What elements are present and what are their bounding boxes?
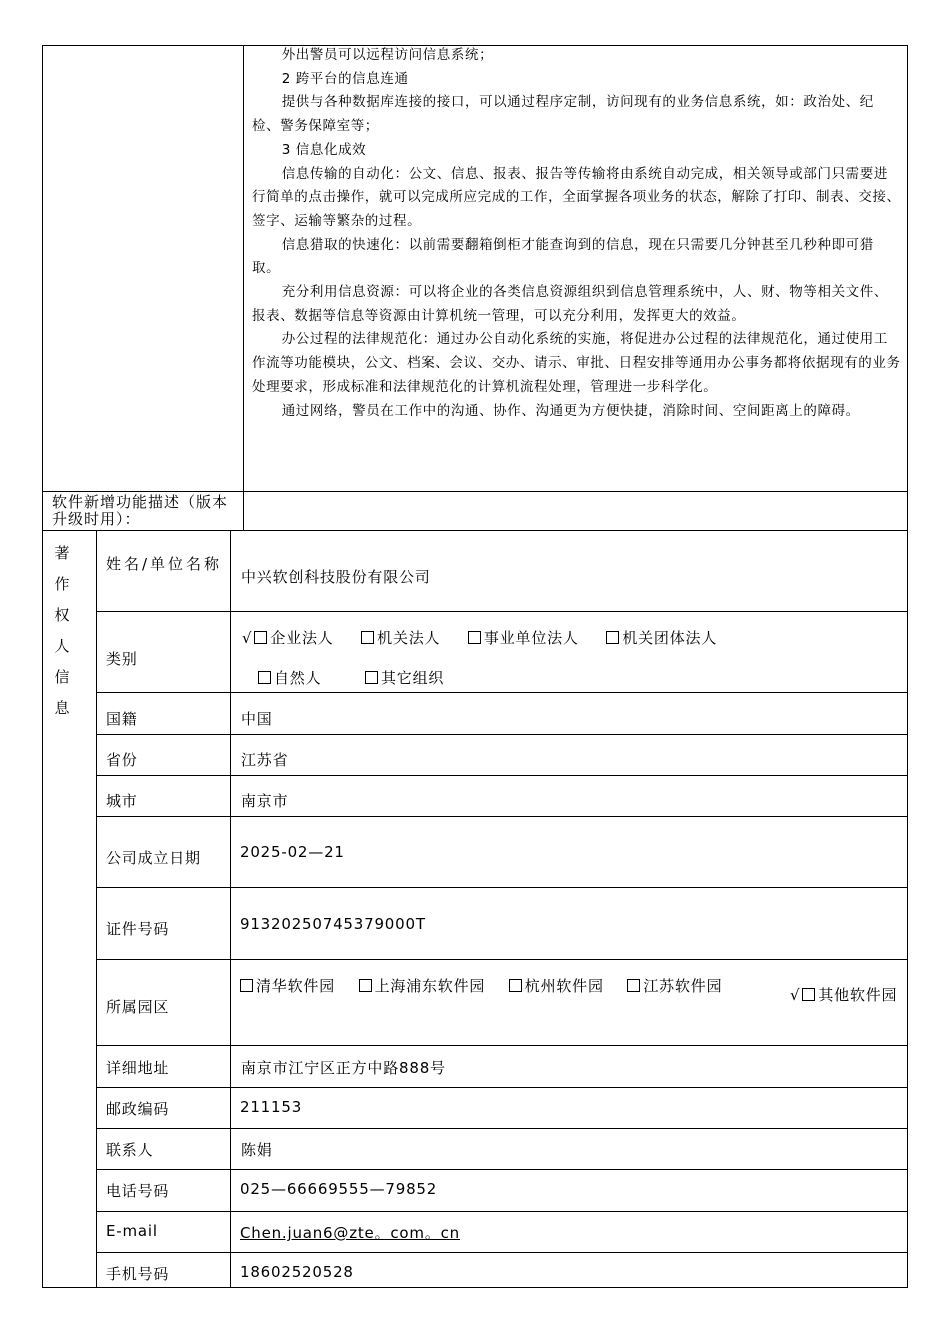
- category-option-government[interactable]: 机关法人: [361, 627, 440, 648]
- cert-number-label: 证件号码: [106, 920, 170, 938]
- desc-heading: 2 跨平台的信息连通: [281, 70, 409, 87]
- checkbox-icon: [509, 979, 522, 992]
- checkbox-icon: [802, 988, 815, 1001]
- contact-value: 陈娟: [241, 1141, 273, 1159]
- desc-heading: 3 信息化成效: [281, 141, 367, 158]
- province-value: 江苏省: [241, 751, 289, 769]
- new-features-label: 软件新增功能描述（版本升级时用）：: [52, 493, 229, 528]
- email-link[interactable]: Chen.juan6@zte。com。cn: [240, 1224, 460, 1242]
- park-option-tsinghua[interactable]: 清华软件园: [240, 975, 335, 996]
- desc-paragraph: 信息猎取的快速化：以前需要翻箱倒柜才能查询到的信息，现在只需要几分钟甚至几秒种即可猎取。: [252, 236, 874, 277]
- checkbox-icon: [359, 979, 372, 992]
- address-label: 详细地址: [106, 1059, 170, 1077]
- park-option-hangzhou[interactable]: 杭州软件园: [509, 975, 604, 996]
- city-label: 城市: [106, 792, 138, 810]
- postcode-label: 邮政编码: [106, 1100, 170, 1118]
- nationality-label: 国籍: [106, 710, 138, 728]
- park-options: [240, 975, 738, 996]
- park-label: 所属园区: [106, 998, 170, 1016]
- nationality-value: 中国: [241, 710, 273, 728]
- email-label: E-mail: [106, 1222, 158, 1240]
- postcode-value: 211153: [240, 1098, 303, 1116]
- desc-paragraph: 办公过程的法律规范化：通过办公自动化系统的实施，将促进办公过程的法律规范化，通过使用工作流等功能模块，公文、档案、会议、交办、请示、审批、日程安排等通用办公事务都将依据现有的业务处理要求，形成标准和法律规范化的计算机流程处理，管理进一步科学化。: [252, 331, 901, 395]
- phone-label: 电话号码: [106, 1182, 170, 1200]
- mobile-label: 手机号码: [106, 1265, 170, 1283]
- checkbox-icon: [606, 631, 619, 644]
- checkbox-icon: [365, 671, 378, 684]
- category-label: 类别: [106, 650, 138, 668]
- check-mark-icon: √: [242, 629, 253, 647]
- checkbox-icon: [258, 671, 271, 684]
- new-features-value: [252, 496, 902, 526]
- founded-date-value: 2025-02—21: [240, 843, 345, 861]
- cert-number-value: 91320250745379000T: [240, 915, 426, 933]
- category-option-natural-person[interactable]: 自然人: [258, 667, 321, 688]
- founded-date-label: 公司成立日期: [106, 849, 201, 867]
- category-options-line2: [258, 667, 466, 688]
- check-mark-icon: √: [790, 986, 801, 1004]
- checkbox-icon: [627, 979, 640, 992]
- function-description: [252, 44, 902, 423]
- desc-paragraph: 提供与各种数据库连接的接口，可以通过程序定制，访问现有的业务信息系统，如：政治处、纪检、警务保障室等；: [252, 94, 874, 135]
- park-option-shanghai-pudong[interactable]: 上海浦东软件园: [359, 975, 486, 996]
- desc-paragraph: 外出警员可以远程访问信息系统；: [281, 47, 494, 63]
- checkbox-icon: [468, 631, 481, 644]
- desc-paragraph: 充分利用信息资源：可以将企业的各类信息资源组织到信息管理系统中，人、财、物等相关文件、报表、数据等信息等资源由计算机统一管理，可以充分利用，发挥更大的效益。: [252, 284, 888, 324]
- desc-paragraph: 通过网络，警员在工作中的沟通、协作、沟通更为方便快捷，消除时间、空间距离上的障碍。: [281, 402, 860, 419]
- desc-paragraph: 信息传输的自动化：公文、信息、报表、报告等传输将由系统自动完成，相关领导或部门只需要进行简单的点击操作，就可以完成所应完成的工作，全面掌握各项业务的状态，解除了打印、制表、交接、签字、运输等繁杂的过程。: [252, 165, 901, 229]
- mobile-value: 18602520528: [240, 1263, 354, 1281]
- checkbox-icon: [361, 631, 374, 644]
- park-option-other[interactable]: √ 其他软件园: [790, 975, 902, 1015]
- category-option-other-org[interactable]: 其它组织: [365, 667, 444, 688]
- phone-value: 025—66669555—79852: [240, 1180, 438, 1198]
- category-options-line1: [242, 627, 739, 648]
- park-option-jiangsu[interactable]: 江苏软件园: [627, 975, 722, 996]
- owner-section-label: 著 作 权 人 信 息: [54, 544, 70, 717]
- contact-label: 联系人: [106, 1141, 154, 1159]
- category-option-institution[interactable]: 事业单位法人: [468, 627, 579, 648]
- category-option-social-group[interactable]: 机关团体法人: [606, 627, 717, 648]
- checkbox-icon: [240, 979, 253, 992]
- province-label: 省份: [106, 751, 138, 769]
- name-value: 中兴软创科技股份有限公司: [241, 568, 431, 586]
- category-option-enterprise[interactable]: √ 企业法人: [242, 629, 334, 647]
- checkbox-icon: [254, 631, 267, 644]
- address-value: 南京市江宁区正方中路888号: [241, 1059, 446, 1077]
- name-label: 姓名/单位名称: [106, 555, 223, 573]
- city-value: 南京市: [241, 792, 289, 810]
